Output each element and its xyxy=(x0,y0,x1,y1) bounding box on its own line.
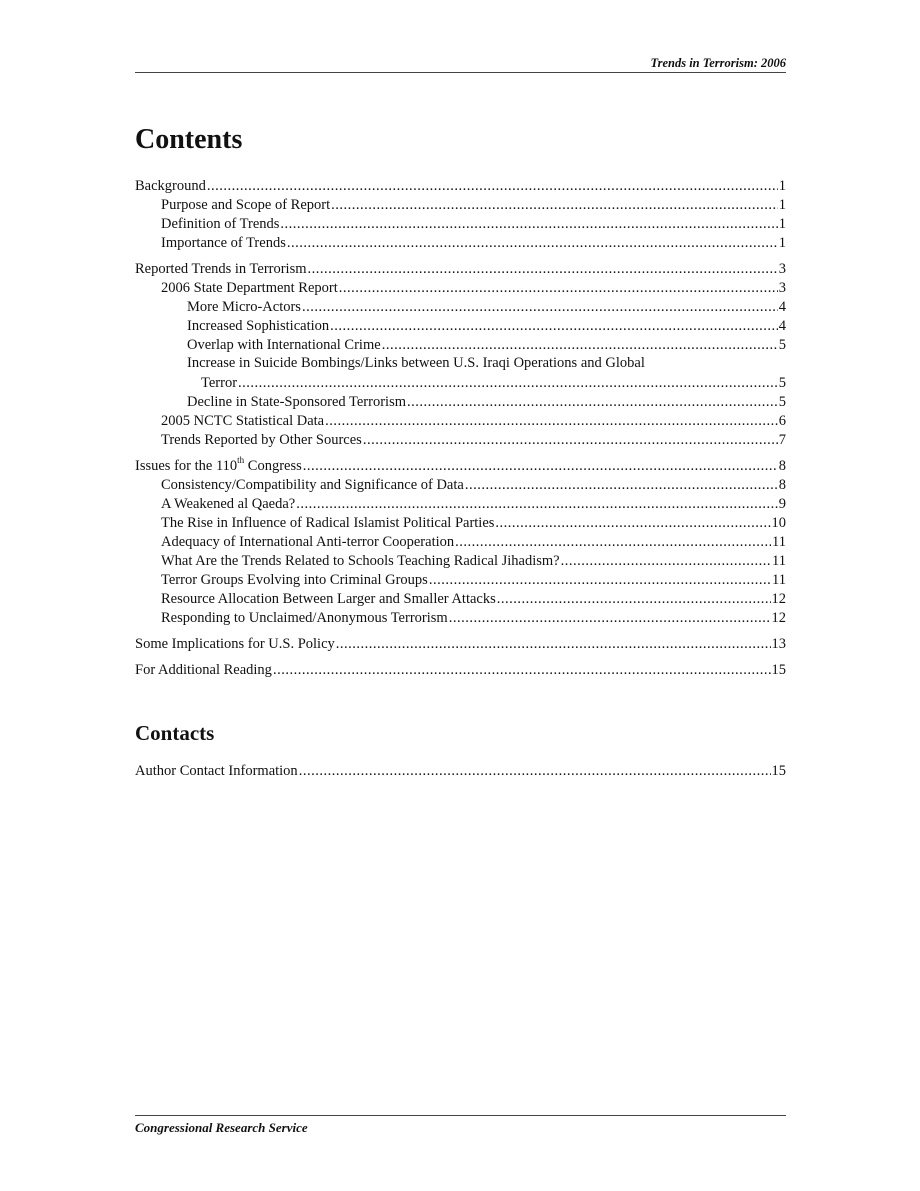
toc-entry-label: Responding to Unclaimed/Anonymous Terrorism xyxy=(161,610,448,626)
toc-entry-resource-allocation[interactable] xyxy=(135,589,786,608)
dot-leader xyxy=(497,590,771,608)
toc-entry-continuation xyxy=(135,373,786,392)
dot-leader xyxy=(299,762,771,780)
toc-entry-label: A Weakened al Qaeda? xyxy=(161,496,296,512)
toc-entry-page: 11 xyxy=(772,553,786,569)
toc-entry-label: 2006 State Department Report xyxy=(161,280,338,296)
toc-entry-label: Background xyxy=(135,178,206,194)
toc-entry-label: The Rise in Influence of Radical Islamist Political Parties xyxy=(161,515,495,531)
toc-entry-page: 7 xyxy=(778,432,786,448)
toc-entry-page: 3 xyxy=(778,280,786,296)
toc-entry-label: Adequacy of International Anti-terror Cooperation xyxy=(161,534,455,550)
toc-entry-page: 10 xyxy=(771,515,786,531)
toc-entry-label: Consistency/Compatibility and Significance of Data xyxy=(161,477,464,493)
dot-leader xyxy=(330,317,778,335)
contents-title: Contents xyxy=(135,124,243,155)
toc-entry-label: Reported Trends in Terrorism xyxy=(135,261,307,277)
dot-leader xyxy=(207,177,778,195)
toc-entry-page: 8 xyxy=(778,477,786,493)
toc-entry-background[interactable] xyxy=(135,176,786,195)
toc-entry-more-micro-actors[interactable] xyxy=(135,297,786,316)
dot-leader xyxy=(273,661,771,679)
footer-rule xyxy=(135,1115,786,1116)
toc-entry-page: 11 xyxy=(772,572,786,588)
table-of-contents xyxy=(135,176,786,679)
dot-leader xyxy=(449,609,771,627)
dot-leader xyxy=(303,457,778,475)
toc-entry-label: Overlap with International Crime xyxy=(187,337,381,353)
dot-leader xyxy=(407,393,778,411)
toc-entry-reported-trends[interactable] xyxy=(135,259,786,278)
dot-leader xyxy=(382,336,778,354)
dot-leader xyxy=(331,196,778,214)
toc-entry-purpose-and-scope[interactable] xyxy=(135,195,786,214)
dot-leader xyxy=(363,431,778,449)
toc-entry-label-line2: Terror xyxy=(201,375,238,391)
contacts-list xyxy=(135,761,786,780)
toc-entry-page: 4 xyxy=(778,318,786,334)
toc-entry-page: 12 xyxy=(771,591,786,607)
toc-entry-page: 5 xyxy=(778,394,786,410)
dot-leader xyxy=(455,533,771,551)
toc-entry-page: 15 xyxy=(771,662,786,678)
toc-entry-page: 13 xyxy=(771,636,786,652)
toc-entry-label: 2005 NCTC Statistical Data xyxy=(161,413,325,429)
dot-leader xyxy=(302,298,778,316)
toc-entry-2005-nctc-data[interactable] xyxy=(135,411,786,430)
toc-entry-label-line1: Increase in Suicide Bombings/Links between U.S. Iraqi Operations and Global xyxy=(187,355,645,371)
toc-entry-page: 8 xyxy=(778,458,786,474)
toc-entry-schools-radical-jihadism[interactable] xyxy=(135,551,786,570)
toc-entry-label: Purpose and Scope of Report xyxy=(161,197,331,213)
toc-entry-label: What Are the Trends Related to Schools Teaching Radical Jihadism? xyxy=(161,553,560,569)
dot-leader xyxy=(238,374,778,392)
dot-leader xyxy=(561,552,771,570)
toc-entry-other-sources[interactable] xyxy=(135,430,786,449)
toc-entry-author-contact[interactable] xyxy=(135,761,786,780)
running-footer: Congressional Research Service xyxy=(135,1120,308,1135)
toc-entry-unclaimed-terrorism[interactable] xyxy=(135,608,786,627)
toc-entry-label: Increased Sophistication xyxy=(187,318,330,334)
dot-leader xyxy=(336,635,771,653)
toc-entry-page: 9 xyxy=(778,496,786,512)
toc-entry-consistency-of-data[interactable] xyxy=(135,475,786,494)
dot-leader xyxy=(339,279,778,297)
toc-entry-label: Some Implications for U.S. Policy xyxy=(135,636,335,652)
toc-entry-decline-state-sponsored[interactable] xyxy=(135,392,786,411)
toc-entry-label-post: Congress xyxy=(244,458,302,474)
dot-leader xyxy=(325,412,778,430)
toc-entry-label: Author Contact Information xyxy=(135,763,298,779)
dot-leader xyxy=(287,234,778,252)
toc-entry-label: For Additional Reading xyxy=(135,662,272,678)
dot-leader xyxy=(429,571,771,589)
dot-leader xyxy=(296,495,778,513)
toc-entry-label: More Micro-Actors xyxy=(187,299,301,315)
toc-entry-page: 6 xyxy=(778,413,786,429)
toc-entry-increased-sophistication[interactable] xyxy=(135,316,786,335)
toc-entry-importance-of-trends[interactable] xyxy=(135,233,786,252)
toc-entry-page: 1 xyxy=(778,216,786,232)
dot-leader xyxy=(308,260,778,278)
toc-entry-page: 5 xyxy=(778,375,786,391)
toc-entry-criminal-groups[interactable] xyxy=(135,570,786,589)
toc-entry-label: Decline in State-Sponsored Terrorism xyxy=(187,394,406,410)
toc-entry-page: 1 xyxy=(778,178,786,194)
toc-entry-radical-islamist-parties[interactable] xyxy=(135,513,786,532)
toc-entry-page: 4 xyxy=(778,299,786,315)
toc-entry-label: Importance of Trends xyxy=(161,235,286,251)
toc-entry-label-sup: th xyxy=(237,455,245,466)
toc-entry-page: 15 xyxy=(771,763,786,779)
toc-entry-page: 1 xyxy=(778,235,786,251)
dot-leader xyxy=(465,476,778,494)
toc-entry-definition-of-trends[interactable] xyxy=(135,214,786,233)
toc-entry-overlap-international-crime[interactable] xyxy=(135,335,786,354)
toc-entry-additional-reading[interactable] xyxy=(135,660,786,679)
toc-entry-label: Resource Allocation Between Larger and Smaller Attacks xyxy=(161,591,496,607)
toc-entry-label-pre: Issues for the 110 xyxy=(135,458,238,474)
toc-entry-page: 3 xyxy=(778,261,786,277)
toc-entry-page: 1 xyxy=(778,197,786,213)
toc-entry-2006-state-department-report[interactable] xyxy=(135,278,786,297)
contacts-title: Contacts xyxy=(135,721,215,745)
toc-entry-international-cooperation[interactable] xyxy=(135,532,786,551)
toc-entry-label xyxy=(135,457,302,475)
toc-entry-page: 5 xyxy=(778,337,786,353)
toc-entry-issues-110th-congress[interactable] xyxy=(135,456,786,475)
dot-leader xyxy=(280,215,777,233)
toc-entry-suicide-bombings[interactable] xyxy=(135,354,786,392)
toc-entry-weakened-al-qaeda[interactable] xyxy=(135,494,786,513)
toc-entry-label: Trends Reported by Other Sources xyxy=(161,432,362,448)
toc-entry-us-policy-implications[interactable] xyxy=(135,634,786,653)
header-rule xyxy=(135,72,786,73)
toc-entry-label: Terror Groups Evolving into Criminal Groups xyxy=(161,572,428,588)
toc-entry-label: Definition of Trends xyxy=(161,216,280,232)
running-header: Trends in Terrorism: 2006 xyxy=(650,56,786,70)
toc-entry-page: 11 xyxy=(772,534,786,550)
toc-entry-page: 12 xyxy=(771,610,786,626)
dot-leader xyxy=(495,514,770,532)
